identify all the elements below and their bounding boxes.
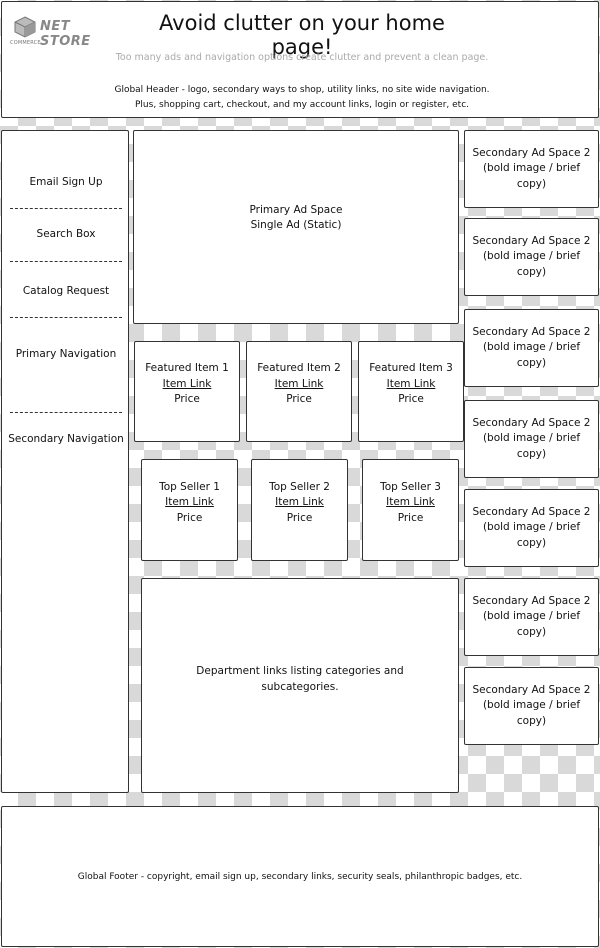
logo-brand-text: NET STORE bbox=[40, 19, 91, 49]
featured-item-card[interactable] bbox=[246, 341, 352, 442]
secondary-ad-line: copy) bbox=[516, 714, 547, 727]
item-link[interactable]: Item Link bbox=[162, 377, 212, 390]
secondary-ad-line: copy) bbox=[516, 536, 547, 549]
header-description bbox=[72, 83, 532, 113]
top-seller-card[interactable] bbox=[251, 459, 348, 561]
item-price: Price bbox=[286, 511, 313, 524]
sidebar-divider bbox=[10, 412, 122, 413]
search-box[interactable]: Search Box bbox=[36, 228, 96, 240]
secondary-ad-line: copy) bbox=[516, 356, 547, 369]
item-price: Price bbox=[397, 511, 424, 524]
cube-logo-icon bbox=[14, 16, 36, 38]
secondary-ad-line: copy) bbox=[516, 625, 547, 638]
top-seller-title: Top Seller 1 bbox=[159, 480, 220, 493]
department-line: Department links listing categories and bbox=[196, 665, 404, 677]
header-description-line: Plus, shopping cart, checkout, and my account links, login or register, etc. bbox=[135, 100, 469, 110]
secondary-ad-space[interactable] bbox=[464, 578, 599, 656]
item-link[interactable]: Item Link bbox=[165, 496, 214, 509]
featured-item-card[interactable] bbox=[134, 341, 240, 442]
item-link[interactable]: Item Link bbox=[275, 496, 324, 509]
catalog-request[interactable]: Catalog Request bbox=[22, 285, 110, 297]
item-link[interactable]: Item Link bbox=[274, 377, 324, 390]
secondary-ad-space[interactable] bbox=[464, 130, 599, 208]
sidebar-divider bbox=[10, 261, 122, 262]
secondary-ad-line: Secondary Ad Space 2 bbox=[472, 416, 591, 429]
global-header bbox=[1, 1, 599, 118]
primary-ad-space[interactable] bbox=[133, 130, 459, 324]
footer-text: Global Footer - copyright, email sign up, secondary links, security seals, philanthropic badges, etc. bbox=[77, 871, 523, 882]
department-line: subcategories. bbox=[261, 680, 339, 693]
top-seller-title: Top Seller 2 bbox=[269, 480, 330, 493]
top-seller-card[interactable] bbox=[141, 459, 238, 561]
secondary-ad-line: copy) bbox=[516, 447, 547, 460]
department-links[interactable] bbox=[141, 578, 459, 793]
logo-sub-text: COMMERCE bbox=[10, 40, 41, 46]
secondary-ad-line: (bold image / brief bbox=[482, 610, 581, 623]
secondary-ad-line: (bold image / brief bbox=[482, 162, 581, 175]
item-link[interactable]: Item Link bbox=[386, 377, 436, 390]
secondary-ad-space[interactable] bbox=[464, 309, 599, 387]
featured-item-title: Featured Item 1 bbox=[145, 362, 229, 375]
secondary-ad-line: Secondary Ad Space 2 bbox=[472, 683, 591, 696]
sidebar-divider bbox=[10, 317, 122, 318]
top-seller-card[interactable] bbox=[362, 459, 459, 561]
item-price: Price bbox=[286, 393, 312, 406]
primary-navigation[interactable]: Primary Navigation bbox=[15, 348, 117, 360]
secondary-ad-line: (bold image / brief bbox=[482, 432, 581, 445]
item-link[interactable]: Item Link bbox=[386, 496, 435, 509]
top-seller-title: Top Seller 3 bbox=[380, 480, 441, 493]
featured-item-title: Featured Item 2 bbox=[257, 362, 341, 375]
secondary-ad-line: copy) bbox=[516, 265, 547, 278]
email-signup[interactable]: Email Sign Up bbox=[29, 176, 103, 188]
secondary-ad-line: Secondary Ad Space 2 bbox=[472, 146, 591, 159]
header-description-line: Global Header - logo, secondary ways to shop, utility links, no site wide navigation. bbox=[114, 85, 490, 95]
secondary-navigation[interactable]: Secondary Navigation bbox=[8, 433, 124, 445]
primary-ad-line: Single Ad (Static) bbox=[250, 219, 342, 231]
page-subtitle: Too many ads and navigation options create clutter and prevent a clean page. bbox=[115, 52, 489, 63]
secondary-ad-line: (bold image / brief bbox=[482, 341, 581, 354]
item-price: Price bbox=[176, 511, 203, 524]
secondary-ad-line: Secondary Ad Space 2 bbox=[472, 594, 591, 607]
secondary-ad-line: Secondary Ad Space 2 bbox=[472, 505, 591, 518]
secondary-ad-space[interactable] bbox=[464, 400, 599, 478]
secondary-ad-line: copy) bbox=[516, 177, 547, 190]
item-price: Price bbox=[174, 393, 200, 406]
store-logo[interactable] bbox=[10, 12, 120, 49]
global-footer bbox=[1, 806, 599, 947]
secondary-ad-line: Secondary Ad Space 2 bbox=[472, 325, 591, 338]
secondary-ad-space[interactable] bbox=[464, 667, 599, 745]
secondary-ad-line: (bold image / brief bbox=[482, 699, 581, 712]
featured-item-card[interactable] bbox=[358, 341, 464, 442]
sidebar-divider bbox=[10, 208, 122, 209]
featured-item-title: Featured Item 3 bbox=[369, 362, 453, 375]
secondary-ad-line: (bold image / brief bbox=[482, 250, 581, 263]
item-price: Price bbox=[398, 393, 424, 406]
primary-ad-line: Primary Ad Space bbox=[249, 203, 343, 216]
secondary-ad-space[interactable] bbox=[464, 489, 599, 567]
secondary-ad-line: (bold image / brief bbox=[482, 521, 581, 534]
secondary-ad-space[interactable] bbox=[464, 218, 599, 296]
page-title: Avoid clutter on your home page! bbox=[159, 11, 445, 59]
left-sidebar bbox=[1, 130, 129, 793]
secondary-ad-line: Secondary Ad Space 2 bbox=[472, 234, 591, 247]
